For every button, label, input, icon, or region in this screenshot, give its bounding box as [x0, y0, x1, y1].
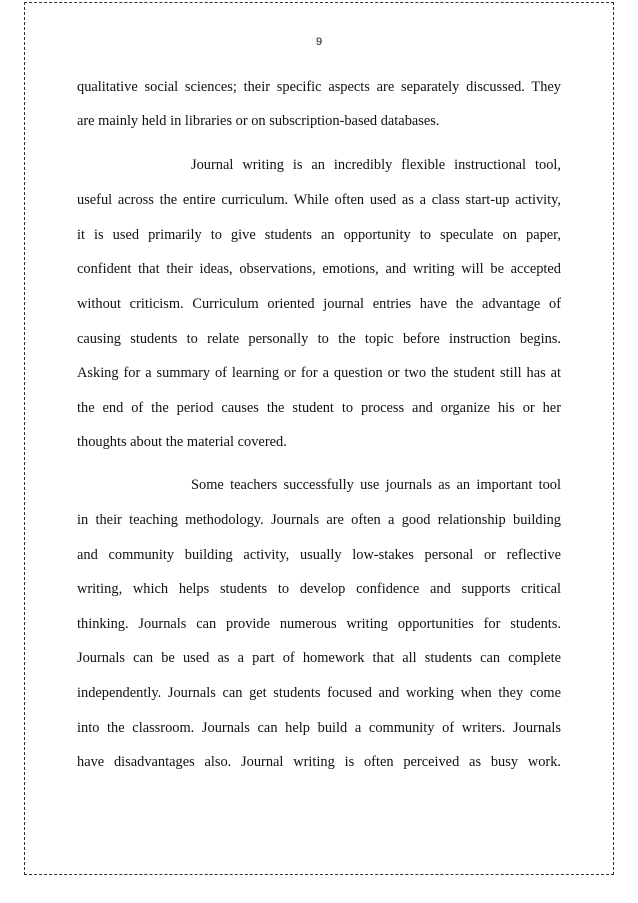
- text-line: causing students to relate personally to the topic before instruction begins.: [77, 331, 561, 347]
- text-line: Journal writing is an incredibly flexible instructional tool,: [191, 157, 561, 173]
- text-line: Some teachers successfully use journals as an important tool: [191, 477, 561, 493]
- page-number: 9: [315, 36, 323, 48]
- text-line: it is used primarily to give students an opportunity to speculate on paper,: [77, 227, 561, 243]
- text-line: Journals can be used as a part of homework that all students can complete: [77, 650, 561, 666]
- text-line: have disadvantages also. Journal writing is often perceived as busy work.: [77, 754, 561, 770]
- text-line: independently. Journals can get students focused and working when they come: [77, 685, 561, 701]
- text-line: into the classroom. Journals can help build a community of writers. Journals: [77, 720, 561, 736]
- text-line: confident that their ideas, observations, emotions, and writing will be accepted: [77, 261, 561, 277]
- text-line: thinking. Journals can provide numerous writing opportunities for students.: [77, 616, 561, 632]
- text-line: are mainly held in libraries or on subscription-based databases.: [77, 113, 440, 129]
- text-line: and community building activity, usually low-stakes personal or reflective: [77, 547, 561, 563]
- text-line: qualitative social sciences; their specific aspects are separately discussed. They: [77, 79, 561, 95]
- text-line: the end of the period causes the student to process and organize his or her: [77, 400, 561, 416]
- text-line: in their teaching methodology. Journals are often a good relationship building: [77, 512, 561, 528]
- text-line: useful across the entire curriculum. While often used as a class start-up activity,: [77, 192, 561, 208]
- text-line: thoughts about the material covered.: [77, 434, 287, 450]
- text-line: Asking for a summary of learning or for a question or two the student still has at: [77, 365, 561, 381]
- text-line: writing, which helps students to develop confidence and supports critical: [77, 581, 561, 597]
- text-line: without criticism. Curriculum oriented journal entries have the advantage of: [77, 296, 561, 312]
